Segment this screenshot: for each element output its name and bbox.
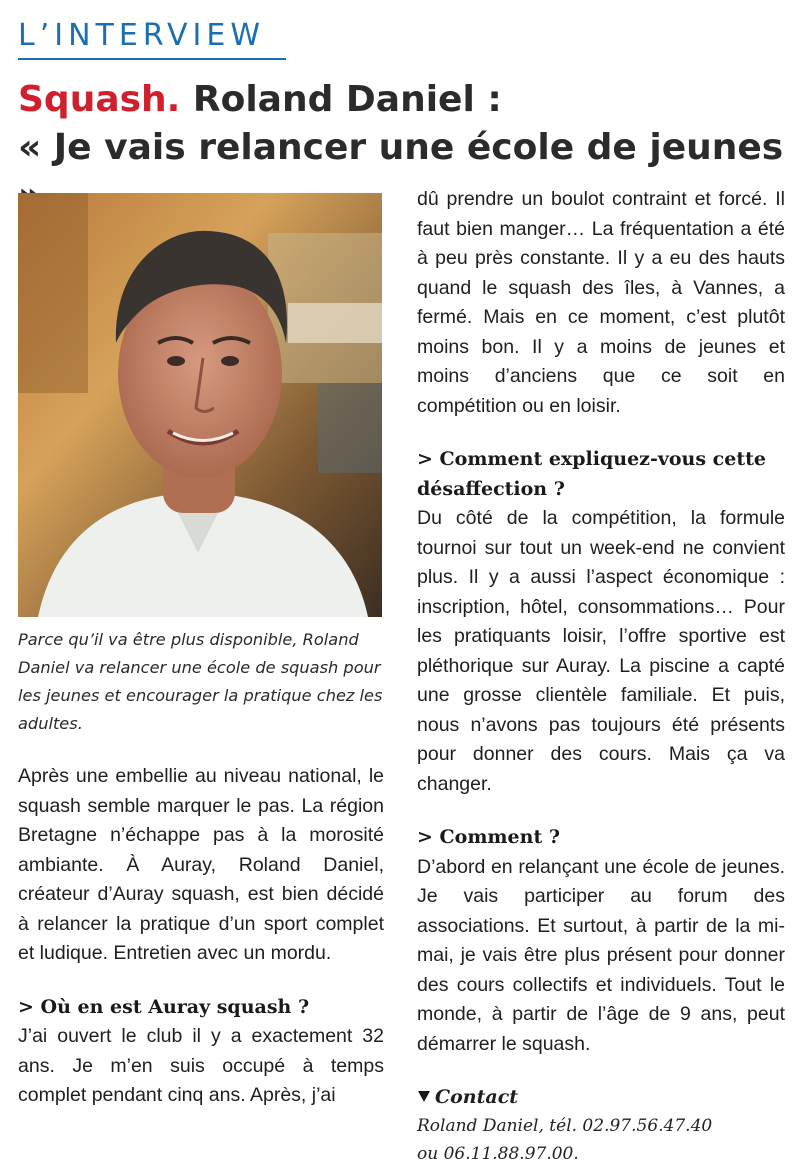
headline-line2: « Je vais relancer une école de jeunes bbox=[18, 127, 784, 168]
question-1: > Où en est Auray squash ? bbox=[18, 995, 310, 1018]
left-column bbox=[18, 762, 384, 1111]
intro-paragraph: Après une embellie au niveau national, le squash semble marquer le pas. La région Bretagne n’échappe pas à la morosité ambiante. À Auray, Roland Daniel, créateur d’Auray squash, est bien décidé à relancer la pratique d’un sport complet et ludique. Entretien avec un mordu. bbox=[18, 765, 384, 964]
question-3: > Comment ? bbox=[417, 826, 560, 848]
portrait-illustration bbox=[18, 193, 382, 617]
rubric-underline bbox=[18, 58, 286, 60]
answer-3: D’abord en relançant une école de jeunes. Je vais participer au forum des associations. Et surtout, à partir de la mi-mai, je vais être plus présent pour donner des cours collectifs et individuels. Tout le monde, à partir de l’âge de 9 ans, peut démarrer le squash. bbox=[417, 855, 785, 1055]
section-rubric: L’INTERVIEW bbox=[18, 18, 266, 53]
headline-kicker: Squash. bbox=[18, 79, 181, 120]
photo-caption: Parce qu’il va être plus disponible, Roland Daniel va relancer une école de squash pour les jeunes et encourager la pratique chez les adultes. bbox=[18, 630, 383, 733]
right-column bbox=[417, 185, 785, 1168]
answer-1-part-1: J’ai ouvert le club il y a exactement 32 ans. Je m’en suis occupé à temps complet pendant cinq ans. Après, j’ai bbox=[18, 1025, 384, 1106]
triangle-down-icon bbox=[417, 1083, 431, 1112]
contact-phone-2: ou 06.11.88.97.00. bbox=[417, 1144, 579, 1164]
portrait-photo bbox=[18, 193, 382, 617]
answer-2: Du côté de la compétition, la formule tournoi sur tout un week-end ne convient plus. Il y a aussi l’aspect économique : inscription, hôtel, consommations… Pour les pratiquants loisir, l’offre sportive est pléthorique sur Auray. La piscine a capté une grosse clientèle familiale. Et puis, nous n’avons pas toujours été présents pour donner des cours. Mais ça va changer. bbox=[417, 507, 785, 795]
headline-line1: Roland Daniel : bbox=[180, 79, 502, 120]
contact-label: Contact bbox=[435, 1086, 519, 1108]
answer-1-part-2: dû prendre un boulot contraint et forcé. Il faut bien manger… La fréquentation a été à peu près constante. Il y a eu des hauts quand le squash des îles, à Vannes, a fermé. Mais en ce moment, c’est plutôt moins bon. Il y a moins de jeunes et moins d’anciens que ce soit en compétition ou en loisir. bbox=[417, 188, 785, 417]
contact-phone-1: Roland Daniel, tél. 02.97.56.47.40 bbox=[417, 1116, 713, 1136]
question-2: > Comment expliquez-vous cette désaffection ? bbox=[417, 448, 766, 500]
contact-heading bbox=[417, 1083, 785, 1112]
